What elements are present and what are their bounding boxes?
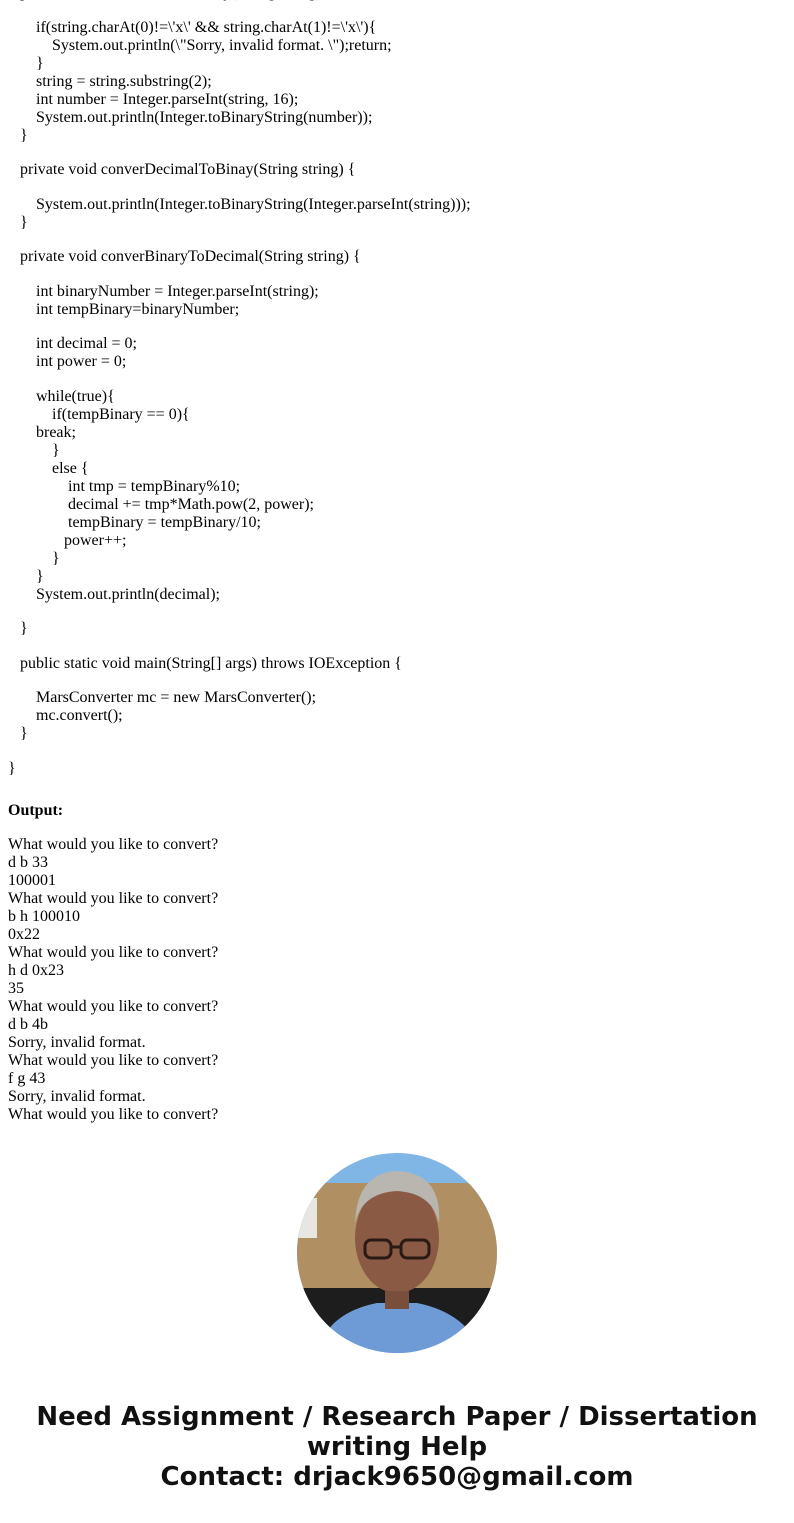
code-line: if(string.charAt(0)!=\'x\' && string.charAt(1)!=\'x\'){ bbox=[8, 18, 377, 36]
output-heading: Output: bbox=[8, 802, 64, 819]
output-line: d b 33 bbox=[8, 854, 48, 871]
output-line: What would you like to convert? bbox=[8, 836, 219, 853]
code-line bbox=[8, 232, 471, 249]
footer-banner bbox=[0, 1402, 794, 1492]
output-line: 100001 bbox=[8, 872, 56, 889]
code-line: } bbox=[8, 54, 44, 72]
code-line: string = string.substring(2); bbox=[8, 72, 212, 90]
author-photo bbox=[297, 1153, 497, 1353]
output-line: h d 0x23 bbox=[8, 962, 64, 979]
code-line bbox=[8, 145, 471, 162]
code-line: System.out.println(decimal); bbox=[8, 585, 220, 603]
code-line: int number = Integer.parseInt(string, 16); bbox=[8, 90, 299, 108]
output-line: What would you like to convert? bbox=[8, 944, 219, 961]
code-line: break; bbox=[8, 423, 76, 441]
code-line: int tempBinary=binaryNumber; bbox=[8, 300, 240, 318]
code-line: System.out.println(\"Sorry, invalid format. \");return; bbox=[8, 36, 392, 54]
code-line bbox=[8, 179, 471, 196]
code-line bbox=[8, 371, 471, 388]
code-line: power++; bbox=[8, 531, 127, 549]
code-line: int decimal = 0; bbox=[8, 335, 137, 352]
code-line: private void converBinaryToDecimal(String string) { bbox=[8, 248, 361, 265]
output-line: What would you like to convert? bbox=[8, 998, 219, 1015]
code-line: if(tempBinary == 0){ bbox=[8, 405, 190, 423]
code-line: } bbox=[8, 441, 60, 459]
code-line bbox=[8, 319, 471, 336]
code-line: System.out.println(Integer.toBinaryString(Integer.parseInt(string))); bbox=[8, 195, 471, 213]
program-output bbox=[8, 836, 218, 1124]
output-line: b h 100010 bbox=[8, 908, 80, 925]
code-line: public static void main(String[] args) throws IOException { bbox=[8, 654, 402, 672]
code-line bbox=[8, 673, 471, 690]
footer-line-1: Need Assignment / Research Paper / Dissertation bbox=[36, 1402, 758, 1432]
code-line: else { bbox=[8, 459, 89, 477]
code-line bbox=[8, 743, 471, 760]
code-line: } bbox=[8, 126, 28, 144]
code-line: } bbox=[8, 213, 28, 231]
output-line: What would you like to convert? bbox=[8, 1106, 219, 1123]
code-line: decimal += tmp*Math.pow(2, power); bbox=[8, 495, 314, 513]
footer-contact: Contact: drjack9650@gmail.com bbox=[160, 1462, 634, 1492]
output-line: f g 43 bbox=[8, 1070, 46, 1087]
output-line: What would you like to convert? bbox=[8, 890, 219, 907]
code-line: mc.convert(); bbox=[8, 707, 123, 724]
code-line bbox=[8, 604, 471, 621]
code-listing bbox=[8, 0, 471, 778]
output-line: 35 bbox=[8, 980, 24, 997]
code-line: } bbox=[8, 725, 28, 742]
output-line: Sorry, invalid format. bbox=[8, 1088, 146, 1105]
code-line: int tmp = tempBinary%10; bbox=[8, 477, 241, 495]
code-line: int power = 0; bbox=[8, 353, 127, 370]
code-line bbox=[8, 2, 471, 19]
code-line: } bbox=[8, 759, 16, 777]
code-line: } bbox=[8, 549, 60, 567]
code-line: MarsConverter mc = new MarsConverter(); bbox=[8, 689, 317, 706]
code-line: while(true){ bbox=[8, 387, 115, 405]
code-line: private void converDecimalToBinay(String string) { bbox=[8, 161, 356, 178]
footer-line-2: writing Help bbox=[306, 1432, 488, 1462]
output-line: What would you like to convert? bbox=[8, 1052, 219, 1069]
output-line: d b 4b bbox=[8, 1016, 48, 1033]
code-line: System.out.println(Integer.toBinaryString(number)); bbox=[8, 108, 373, 126]
code-line: } bbox=[8, 620, 28, 637]
code-line: tempBinary = tempBinary/10; bbox=[8, 513, 261, 531]
code-line bbox=[8, 638, 471, 655]
code-line bbox=[8, 266, 471, 283]
code-line: int binaryNumber = Integer.parseInt(string); bbox=[8, 282, 319, 300]
output-line: 0x22 bbox=[8, 926, 40, 943]
output-line: Sorry, invalid format. bbox=[8, 1034, 146, 1051]
code-line: } bbox=[8, 567, 44, 585]
